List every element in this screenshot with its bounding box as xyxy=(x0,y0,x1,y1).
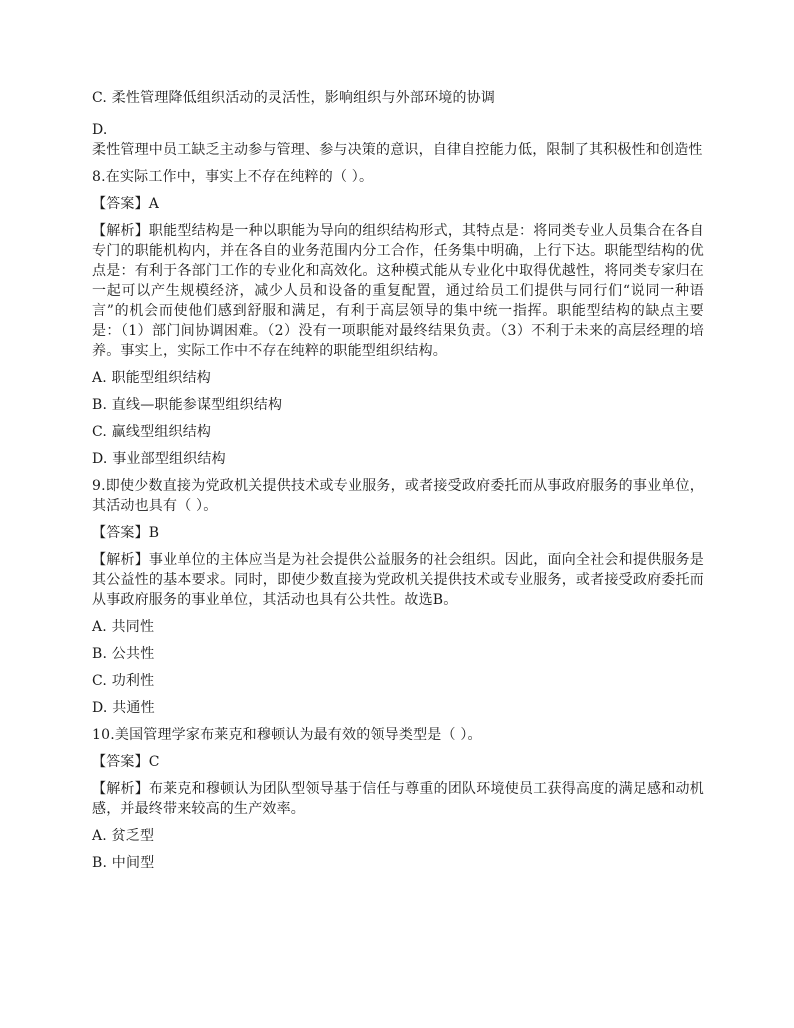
question-8: 8.在实际工作中，事实上不存在纯粹的（ ）。 xyxy=(92,169,374,185)
q8-option-a: A. 职能型组织结构 xyxy=(92,370,212,386)
question-9: 9.即使少数直接为党政机关提供技术或专业服务，或者接受政府委托而从事政府服务的事业单位，其活动也具有（ ）。 xyxy=(92,478,704,514)
analysis-10: 【解析】布莱克和穆顿认为团队型领导基于信任与尊重的团队环境使员工获得高度的满足感和动机感，并最终带来较高的生产效率。 xyxy=(92,781,704,817)
q8-option-c: C. 赢线型组织结构 xyxy=(92,424,212,440)
option-d-label: D. xyxy=(92,122,108,138)
q10-option-a: A. 贫乏型 xyxy=(92,828,155,844)
analysis-8: 【解析】职能型结构是一种以职能为导向的组织结构形式，其特点是：将同类专业人员集合在各自专门的职能机构内，并在各自的业务范围内分工合作，任务集中明确，上行下达。职能型结构的优点是：有利于各部门工作的专业化和高效化。这种模式能从专业化中取得优越性，将同类专家归在一起可以产生规模经济，减少人员和设备的重复配置，通过给员工们提供与同行们“说同一种语言”的机会而使他们感到舒服和满足，有利于高层领导的集中统一指挥。职能型结构的缺点主要是：（1）部门间协调困难。（2）没有一项职能对最终结果负责。（3）不利于未来的高层经理的培养。事实上，实际工作中不存在纯粹的职能型组织结构。 xyxy=(92,223,704,359)
document-page xyxy=(92,88,704,873)
answer-8: 【答案】A xyxy=(92,196,160,212)
q9-option-a: A. 共同性 xyxy=(92,619,155,635)
q9-option-b: B. 公共性 xyxy=(92,646,155,662)
q10-option-b: B. 中间型 xyxy=(92,855,155,871)
analysis-9: 【解析】事业单位的主体应当是为社会提供公益服务的社会组织。因此，面向全社会和提供服务是其公益性的基本要求。同时，即使少数直接为党政机关提供技术或专业服务，或者接受政府委托而从事政府服务的事业单位，其活动也具有公共性。故选B。 xyxy=(92,552,704,608)
option-c: C. 柔性管理降低组织活动的灵活性，影响组织与外部环境的协调 xyxy=(92,90,496,106)
q9-option-c: C. 功利性 xyxy=(92,673,155,689)
answer-10: 【答案】C xyxy=(92,754,160,770)
answer-9: 【答案】B xyxy=(92,525,160,541)
q9-option-d: D. 共通性 xyxy=(92,700,155,716)
q8-option-b: B. 直线—职能参谋型组织结构 xyxy=(92,397,283,413)
question-10: 10.美国管理学家布莱克和穆顿认为最有效的领导类型是（ ）。 xyxy=(92,727,482,743)
q8-option-d: D. 事业部型组织结构 xyxy=(92,451,226,467)
option-d-text: 柔性管理中员工缺乏主动参与管理、参与决策的意识，自律自控能力低，限制了其积极性和创造性 xyxy=(92,142,703,158)
